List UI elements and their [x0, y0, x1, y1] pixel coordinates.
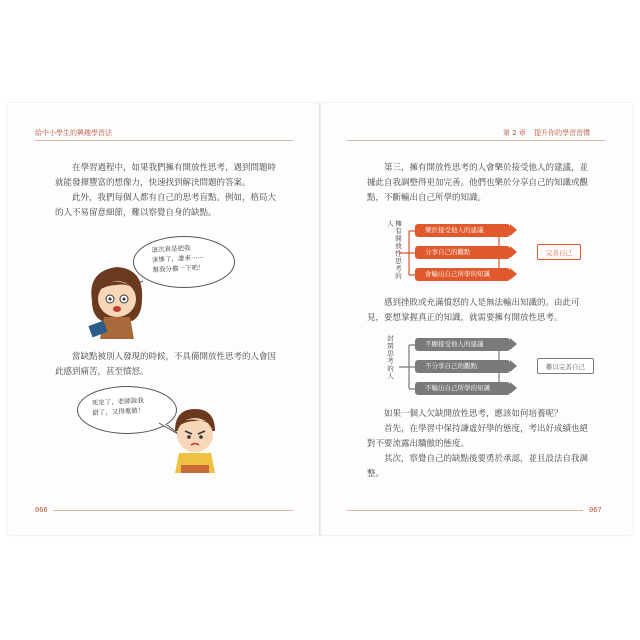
diagram1-item-2: 分享自己的觀點: [415, 246, 510, 259]
right-paragraph-1: 第三，擁有開放性思考的人會樂於接受他人的建議，並據此自我調整得更加完善。他們也樂於分享自己的知識或觀點，不斷輸出自己所學的知識。: [367, 163, 589, 203]
left-running-header: 給中小學生的興趣學習法: [35, 129, 112, 137]
chapter-title: 提升你的學習習慣: [534, 129, 591, 137]
diagram2-result: 難以完善自己: [537, 358, 594, 374]
bubble1-line-2: 害慘了，誰來⋯⋯: [151, 253, 205, 265]
diagram1-item-3: 會輸出自己所學的知識: [415, 268, 510, 281]
chapter-label: 第 2 章: [503, 129, 526, 137]
diagram1-label: 擁有開放性思考的人: [386, 220, 402, 280]
diagram1-item-1: 樂於接受他人的建議: [415, 224, 510, 237]
left-paragraph-3: 當缺點被別人發現的時候，不具備開放性思考的人會因此感到痛苦，甚至憤怒。: [55, 352, 277, 377]
right-paragraph-4: 首先，在學習中保持謙虛好學的態度，考出好成績也絕對不要流露出驕傲的態度。: [367, 424, 589, 449]
right-page: [321, 103, 633, 535]
right-running-header: [503, 128, 590, 138]
diagram2-item-1: 不願接受他人的建議: [415, 338, 510, 351]
speech-bubble-2-text: [92, 394, 173, 418]
diagram2-label: 封閉思考的人: [386, 335, 394, 380]
book-spread: [7, 103, 633, 535]
left-footer-rule: [53, 510, 293, 511]
right-paragraph-2: 感到挫敗或充滿憤怒的人是無法輸出知識的。由此可見，要想掌握真正的知識，就需要擁有開放性思考。: [367, 298, 580, 323]
bubble1-line-1: 這次真是把我: [151, 244, 191, 255]
worried-girl-illustration: [82, 261, 152, 341]
diagram1-result: 完善自己: [537, 244, 581, 260]
left-page: [7, 103, 319, 535]
bubble1-line-3: 幫我分擔一下吧！: [152, 263, 205, 275]
right-footer-rule: [347, 510, 583, 511]
left-header-rule: [35, 140, 293, 141]
diagram2-item-3: 不輸出自己所學的知識: [415, 382, 510, 395]
left-page-number: 066: [35, 506, 48, 514]
right-paragraph-3: 如果一個人欠缺開放性思考，應該如何培養呢？: [384, 409, 563, 419]
left-paragraph-2: 此外，我們每個人都有自己的思考盲點。例如，格局大的人不易留意細節，難以察覺自身的缺點。: [55, 193, 277, 218]
bubble2-line-2: 錯了，又得重做！: [92, 406, 145, 418]
angry-boy-illustration: [167, 403, 222, 478]
right-header-rule: [347, 140, 605, 141]
speech-bubble-1-text: [151, 241, 232, 275]
left-paragraph-1: 在學習過程中，如果我們擁有開放性思考，遇到問題時就能發揮豐富的想像力，快速找到解決問題的答案。: [55, 163, 277, 188]
right-paragraph-5: 其次，察覺自己的缺點後要勇於承認，並且設法自我調整。: [367, 454, 589, 479]
bubble2-line-1: 死定了，老師說我: [91, 396, 144, 408]
right-page-number: 067: [589, 506, 602, 514]
diagram2-item-2: 不分享自己的觀點: [415, 360, 510, 373]
